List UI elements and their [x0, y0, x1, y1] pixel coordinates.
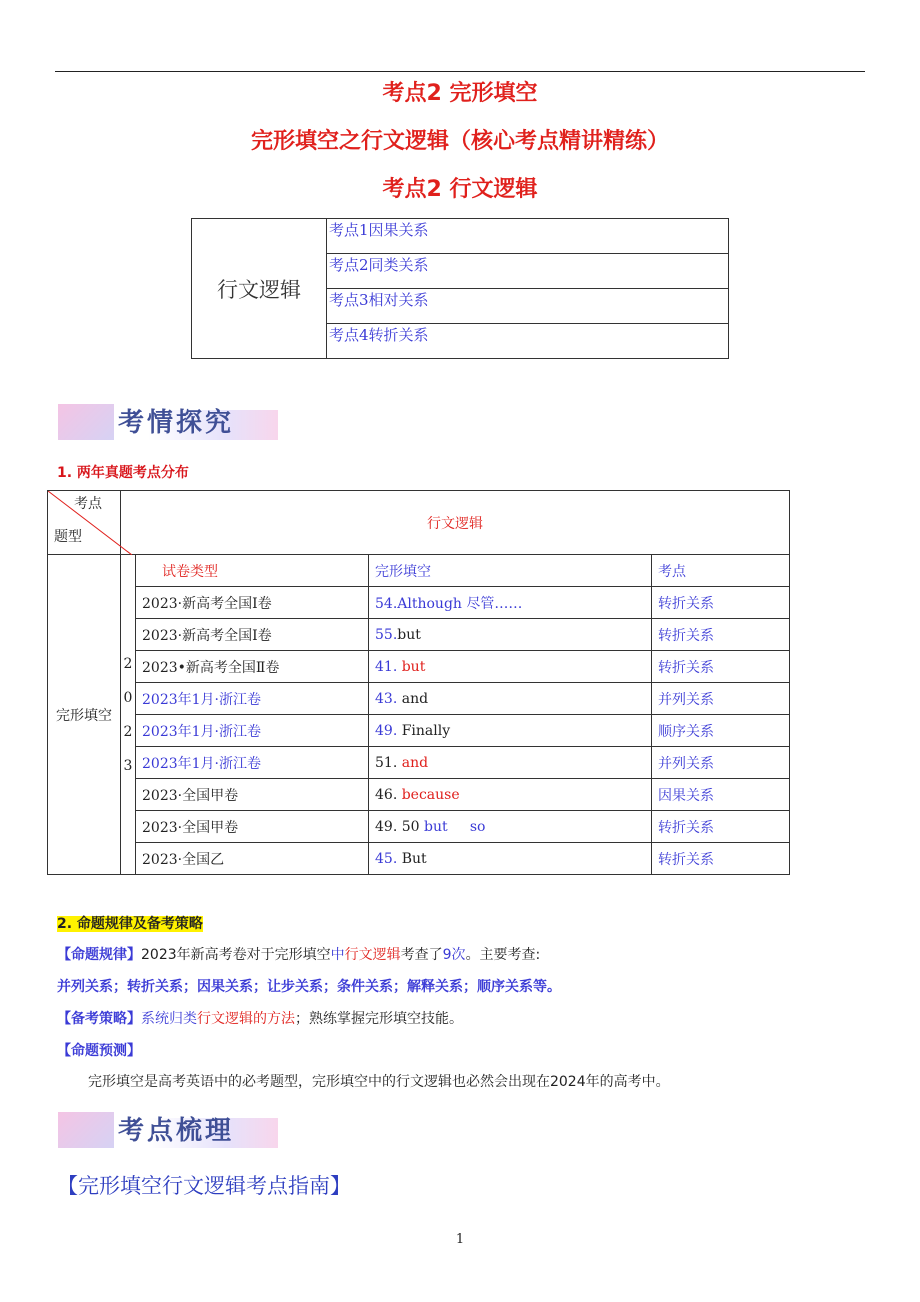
- table-row: 2023·全国甲卷 49. 50 but so 转折关系: [48, 811, 790, 843]
- year-cell: 2 0 2 3: [121, 555, 136, 875]
- col-header-paper: 试卷类型: [136, 555, 369, 587]
- topic-item: 考点1因果关系: [327, 219, 729, 254]
- section-title: 考点2 行文逻辑: [382, 177, 538, 202]
- top-rule: [55, 71, 865, 72]
- col-header-blank: 完形填空: [369, 555, 652, 587]
- table-row: 2023·新高考全国Ⅰ卷 54.Although 尽管…… 转折关系: [48, 587, 790, 619]
- table-row: 2023•新高考全国Ⅱ卷 41. but 转折关系: [48, 651, 790, 683]
- section-heading-2: 2. 命题规律及备考策略: [57, 916, 203, 932]
- corner-cell: [48, 491, 121, 555]
- table-row: 2023年1月·浙江卷 43. and 并列关系: [48, 683, 790, 715]
- doc-subtitle: 完形填空之行文逻辑（核心考点精讲精练）: [250, 129, 669, 154]
- table-row: 2023年1月·浙江卷 49. Finally 顺序关系: [48, 715, 790, 747]
- predict-label: 【命题预测】: [57, 1043, 141, 1059]
- topic-item: 考点4转折关系: [327, 324, 729, 359]
- doc-title: 考点2 完形填空: [382, 81, 538, 106]
- table-big-title: 行文逻辑: [121, 491, 790, 555]
- table-row: 2023·全国乙 45. But 转折关系: [48, 843, 790, 875]
- topic-item: 考点2同类关系: [327, 254, 729, 289]
- table-row: 2023·新高考全国Ⅰ卷 55.but 转折关系: [48, 619, 790, 651]
- corner-top-label: 考点: [74, 496, 102, 512]
- category-cell: 完形填空: [48, 555, 121, 875]
- corner-bottom-label: 题型: [54, 529, 82, 545]
- topic-item: 考点3相对关系: [327, 289, 729, 324]
- topic-table: [191, 218, 729, 359]
- col-header-point: 考点: [652, 555, 790, 587]
- strategy-paragraph: 【备考策略】系统归类行文逻辑的方法；熟练掌握完形填空技能。: [57, 1011, 463, 1027]
- table-row: 2023年1月·浙江卷 51. and 并列关系: [48, 747, 790, 779]
- relation-types: 并列关系；转折关系；因果关系；让步关系；条件关系；解释关系；顺序关系等。: [57, 979, 561, 995]
- topic-name: 行文逻辑: [192, 219, 327, 359]
- rule-paragraph: 【命题规律】2023年新高考卷对于完形填空中行文逻辑考查了9次。主要考查:: [57, 947, 541, 963]
- banner-exam-analysis: 考情探究: [58, 400, 278, 444]
- section-heading-1: 1. 两年真题考点分布: [57, 465, 189, 481]
- banner-topic-review: 考点梳理: [58, 1108, 278, 1152]
- exam-distribution-table: [47, 490, 790, 875]
- guide-heading: 【完形填空行文逻辑考点指南】: [57, 1174, 351, 1198]
- table-row: 2023·全国甲卷 46. because 因果关系: [48, 779, 790, 811]
- page-number: 1: [455, 1232, 465, 1247]
- predict-text: 完形填空是高考英语中的必考题型，完形填空中的行文逻辑也必然会出现在2024年的高考中。: [88, 1074, 670, 1090]
